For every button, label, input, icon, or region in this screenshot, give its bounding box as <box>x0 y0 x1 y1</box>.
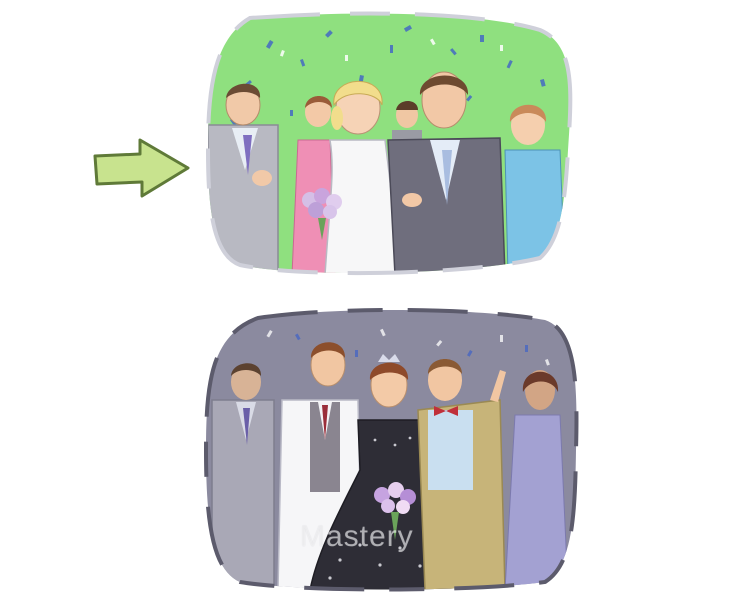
wedding-panel <box>208 14 570 275</box>
arrow-icon <box>95 140 188 196</box>
watermark-text: Mastery <box>300 520 414 553</box>
